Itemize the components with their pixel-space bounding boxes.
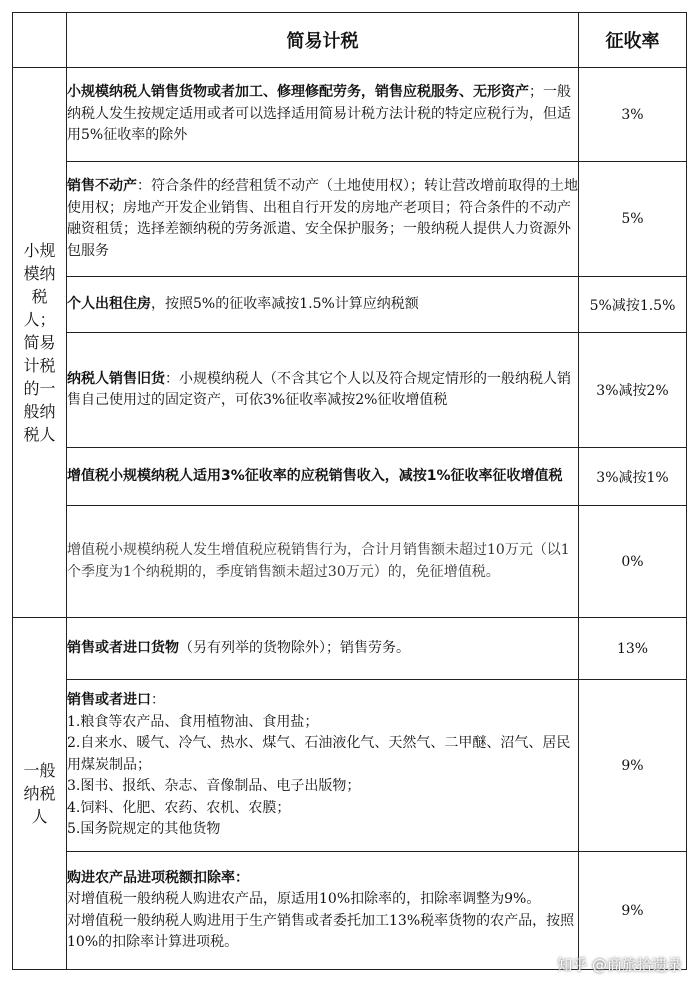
table-row <box>13 68 687 162</box>
row-rate: 9% <box>579 852 687 970</box>
list-item: 3.图书、报纸、杂志、音像制品、电子出版物； <box>67 778 361 795</box>
row-description: 增值税小规模纳税人适用3%征收率的应税销售收入，减按1%征收率征收增值税 <box>67 448 579 506</box>
row-description: 销售或者进口货物（另有列举的货物除外）；销售劳务。 <box>67 618 579 680</box>
group-small-scale: 小规 模纳 税 人； 简易 计税 的一 般纳 税人 <box>13 68 67 618</box>
table-row <box>13 680 687 852</box>
header-row <box>13 13 687 68</box>
list-item: 5.国务院规定的其他货物 <box>67 821 221 838</box>
list-item: 1.粮食等农产品、食用植物油、食用盐； <box>67 713 319 730</box>
header-blank-cell <box>13 13 67 68</box>
table-row <box>13 506 687 618</box>
row-description: 销售或者进口： 1.粮食等农产品、食用植物油、食用盐； 2.自来水、暖气、冷气、热水、煤气、石油液化气、天然气、二甲醚、沼气、居民用煤炭制品； 3.图书、报纸、杂志、音像制品、电子出版物； 4.饲料、化肥、农药、农机、农膜； 5.国务院规定的其他货物 <box>67 680 579 852</box>
row-description: 纳税人销售旧货：小规模纳税人（不含其它个人以及符合规定情形的一般纳税人销售自己使用过的固定资产，可依3%征收率减按2%征收增值税 <box>67 333 579 448</box>
list-item: 2.自来水、暖气、冷气、热水、煤气、石油液化气、天然气、二甲醚、沼气、居民用煤炭制品； <box>67 735 571 773</box>
list-item: 4.饲料、化肥、农药、农机、农膜； <box>67 799 291 816</box>
row-rate: 3%减按2% <box>579 333 687 448</box>
row-description: 销售不动产：符合条件的经营租赁不动产（土地使用权）；转让营改增前取得的土地使用权；房地产开发企业销售、出租自行开发的房地产老项目；符合条件的不动产融资租赁；选择差额纳税的劳务派遣、安全保护服务；一般纳税人提供人力资源外包服务 <box>67 162 579 277</box>
row-rate: 13% <box>579 618 687 680</box>
header-rate: 征收率 <box>579 13 687 68</box>
table-row <box>13 618 687 680</box>
row-rate: 3% <box>579 68 687 162</box>
header-simple-tax: 简易计税 <box>67 13 579 68</box>
row-rate: 3%减按1% <box>579 448 687 506</box>
row-description: 购进农产品进项税额扣除率： 对增值税一般纳税人购进农产品，原适用10%扣除率的，扣除率调整为9%。 对增值税一般纳税人购进用于生产销售或者委托加工13%税率货物的农产品，按照10%的扣除率计算进项税。 <box>67 852 579 970</box>
list-item: 对增值税一般纳税人购进农产品，原适用10%扣除率的，扣除率调整为9%。 <box>67 891 541 907</box>
list-item: 对增值税一般纳税人购进用于生产销售或者委托加工13%税率货物的农产品，按照10%的扣除率计算进项税。 <box>67 912 575 950</box>
tax-rate-table <box>12 12 687 970</box>
row-rate: 5% <box>579 162 687 277</box>
table-row <box>13 852 687 970</box>
group-general: 一般 纳税 人 <box>13 618 67 970</box>
row-description: 个人出租住房，按照5%的征收率减按1.5%计算应纳税额 <box>67 277 579 333</box>
table-row <box>13 448 687 506</box>
row-description: 增值税小规模纳税人发生增值税应税销售行为，合计月销售额未超过10万元（以1个季度为1个纳税期的，季度销售额未超过30万元）的，免征增值税。 <box>67 506 579 618</box>
row-rate: 5%减按1.5% <box>579 277 687 333</box>
table-row <box>13 162 687 277</box>
table-row <box>13 277 687 333</box>
watermark: 知乎 @商旅拾遗录 <box>557 956 682 974</box>
row-rate: 0% <box>579 506 687 618</box>
table-row <box>13 333 687 448</box>
row-rate: 9% <box>579 680 687 852</box>
row-description: 小规模纳税人销售货物或者加工、修理修配劳务，销售应税服务、无形资产；一般纳税人发生按规定适用或者可以选择适用简易计税方法计税的特定应税行为，但适用5%征收率的除外 <box>67 68 579 162</box>
